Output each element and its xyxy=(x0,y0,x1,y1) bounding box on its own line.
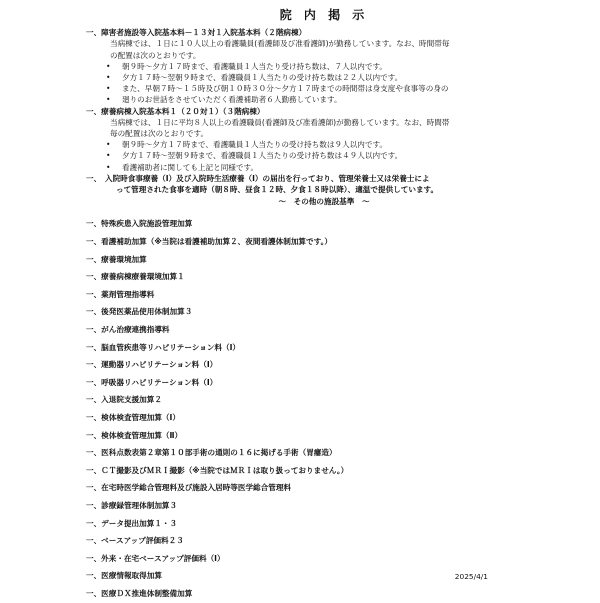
list-item: 一、診療録管理体制加算３ xyxy=(86,500,178,510)
section-heading: 一、障害者施設等入院基本料－１３対１入院基本料（２階病棟） xyxy=(86,28,307,38)
document-date: 2025/4/1 xyxy=(454,572,488,581)
bullet-item: • 夕方１７時～翌朝９時まで、看護職員１人当たりの受け持ち数は２２人以内です。 xyxy=(86,72,562,83)
section-intro: 当病棟では、１日に１０人以上の看護職員(看護師及び准看護師)が勤務しています。なお、時間帯毎 xyxy=(110,39,450,49)
page-title: 院 内 掲 示 xyxy=(279,8,369,22)
list-item: 一、看護補助加算（※当院は看護補助加算２、夜間看護体制加算です。） xyxy=(86,237,332,247)
bullet-item: • 朝９時～夕方１７時まで、看護職員１人当たりの受け持ち数は９人以内です。 xyxy=(86,139,562,150)
list-item: 一、脳血管疾患等リハビリテーション料（Ⅰ） xyxy=(86,342,241,352)
section-ward3 xyxy=(86,106,562,173)
other-standards-header: ～ その他の施設基準 ～ xyxy=(278,197,370,207)
bullet-item: • 看護補助者に関しても上記と同様です。 xyxy=(86,162,562,173)
section-intro: の配置は次のとおりです。 xyxy=(110,50,201,60)
list-item: 一、在宅時医学総合管理料及び施設入居時等医学総合管理料 xyxy=(86,483,292,493)
list-item: 一、療養病棟療養環境加算１ xyxy=(86,272,185,282)
list-item: 一、入退院支援加算２ xyxy=(86,395,162,405)
meal-notice xyxy=(86,173,562,195)
list-item: 一、外来・在宅ベースアップ評価料（Ⅰ） xyxy=(86,553,225,563)
bullet-text: 廻りのお世話をさせていただく看護補助者６人勤務しています。 xyxy=(122,95,342,105)
meal-notice-line: 一、 入院時食事療養（Ⅰ）及び入院時生活療養（Ⅰ）の届出を行っており、管理栄養士又は栄養士によ xyxy=(86,173,430,183)
list-item: 一、運動器リハビリテーション料（Ⅰ） xyxy=(86,360,218,370)
bullet-item: • 夕方１７時～翌朝９時まで、看護職員１人当たりの受け持ち数は４９人以内です。 xyxy=(86,150,562,161)
section-ward2 xyxy=(86,27,562,105)
list-item: 一、ベースアップ評価料２３ xyxy=(86,536,184,546)
list-item: 一、特殊疾患入院施設管理加算 xyxy=(86,219,193,229)
list-item: 一、データ提出加算１・３ xyxy=(86,518,178,528)
bullet-item: • また、早朝７時～１５時及び朝１０時３０分～夕方１７時までの時間帯は身支度や食事等の身の xyxy=(86,83,562,94)
section-heading: 一、療養病棟入院基本料１（２０対１）（３階病棟） xyxy=(86,106,265,116)
list-item: 一、ＣＴ撮影及びＭＲＩ撮影（※当院ではＭＲＩは取り扱っておりません。） xyxy=(86,465,349,475)
list-item: 一、がん治療連携指導料 xyxy=(86,325,170,335)
list-item: 一、薬剤管理指導料 xyxy=(86,289,155,299)
list-item: 一、療養環境加算 xyxy=(86,254,147,264)
section-intro: 当病棟では、１日に平均８人以上の看護職員(看護師及び准看護師)が勤務しています。なお、時間帯 xyxy=(110,117,450,127)
list-item: 一、検体検査管理加算（Ⅰ） xyxy=(86,412,180,422)
facility-standards-list xyxy=(86,215,562,602)
section-intro: 毎の配置は次のとおりです。 xyxy=(110,129,209,139)
list-item: 一、呼吸器リハビリテーション料（Ⅰ） xyxy=(86,377,218,387)
list-item: 一、医科点数表第２章第１０部手術の通則の１６に掲げる手術（胃瘻造） xyxy=(86,448,337,458)
list-item: 一、後発医薬品使用体制加算３ xyxy=(86,307,193,317)
bullet-item: • 朝９時～夕方１７時まで、看護職員１人当たり受け持ち数は、７人以内です。 xyxy=(86,61,562,72)
meal-notice-line: って管理された食事を適時（朝８時、昼食１２時、夕食１８時以降）、適温で提供しています。 xyxy=(116,185,439,195)
list-item: 一、医療ＤＸ推進体制整備加算 xyxy=(86,588,193,598)
list-item: 一、医療情報取得加算 xyxy=(86,571,162,581)
list-item: 一、検体検査管理加算（Ⅱ） xyxy=(86,430,183,440)
bullet-continuation xyxy=(86,94,562,105)
